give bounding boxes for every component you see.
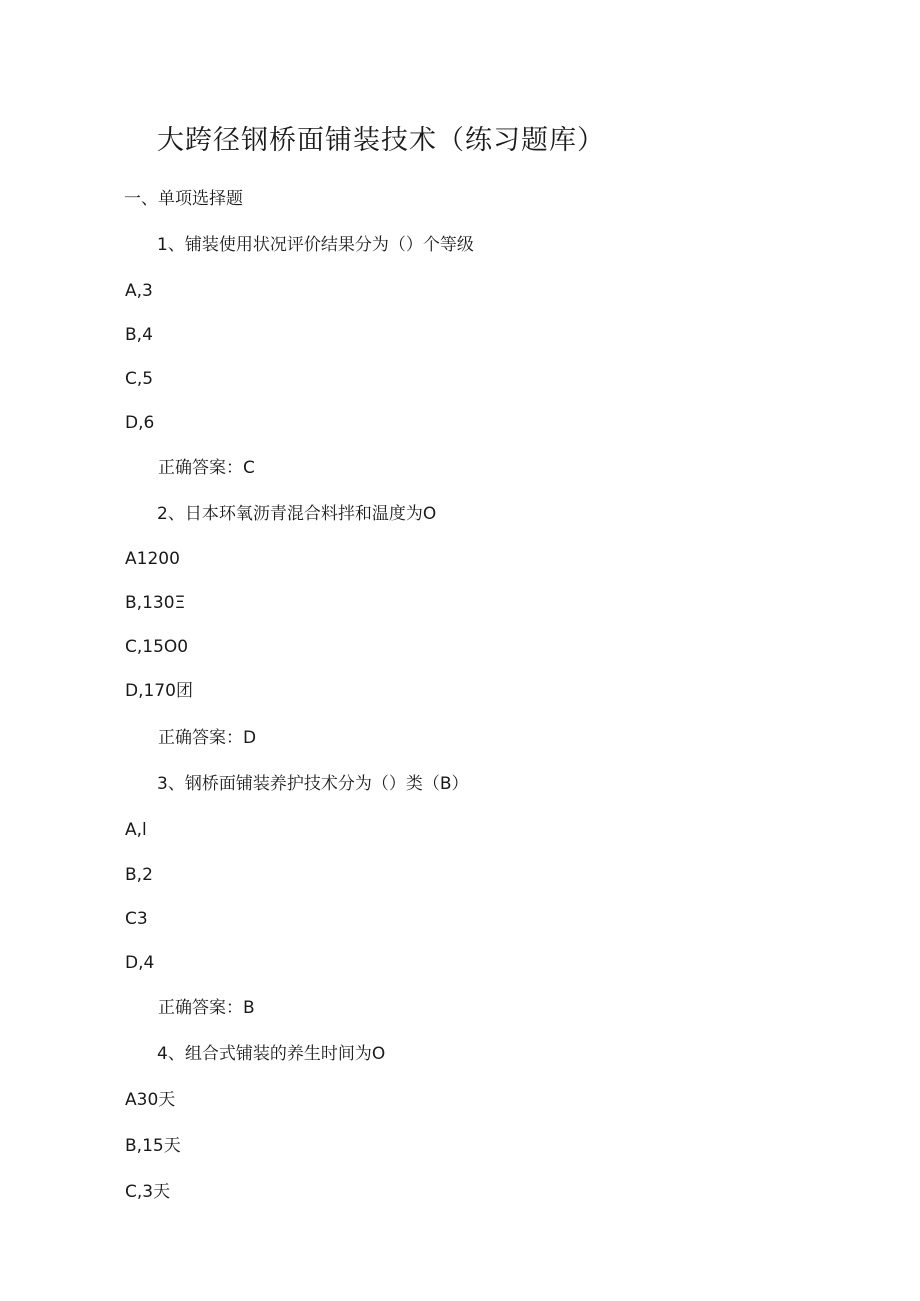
question-1-option-a: A,3 bbox=[125, 281, 153, 301]
question-1-option-c: C,5 bbox=[125, 369, 154, 389]
question-2-option-b: B,130Ξ bbox=[125, 593, 186, 613]
question-2-answer: 正确答案：D bbox=[158, 728, 257, 748]
question-3-answer: 正确答案：B bbox=[158, 998, 255, 1018]
question-1-stem: 1、铺装使用状况评价结果分为（）个等级 bbox=[157, 235, 474, 255]
question-4-stem: 4、组合式铺装的养生时间为O bbox=[157, 1044, 386, 1064]
question-2-option-d: D,170团 bbox=[125, 681, 193, 701]
question-3-option-b: B,2 bbox=[125, 865, 153, 885]
question-3-stem: 3、钢桥面铺装养护技术分为（）类（B） bbox=[157, 774, 469, 794]
section-heading: 一、单项选择题 bbox=[124, 189, 243, 209]
question-3-option-c: C3 bbox=[125, 909, 148, 929]
question-2-stem: 2、日本环氧沥青混合料拌和温度为O bbox=[157, 504, 437, 524]
question-1-option-b: B,4 bbox=[125, 325, 153, 345]
question-2-option-c: C,15O0 bbox=[125, 637, 189, 657]
question-3-option-a: A,l bbox=[125, 820, 147, 840]
question-1-option-d: D,6 bbox=[125, 413, 155, 433]
question-2-option-a: A1200 bbox=[125, 549, 180, 569]
question-1-answer: 正确答案：C bbox=[158, 458, 255, 478]
question-4-option-c: C,3天 bbox=[125, 1182, 171, 1202]
question-3-option-d: D,4 bbox=[125, 953, 155, 973]
question-4-option-b: B,15天 bbox=[125, 1136, 181, 1156]
question-4-option-a: A30天 bbox=[125, 1090, 176, 1110]
document-title: 大跨径钢桥面铺装技术（练习题库） bbox=[157, 125, 605, 156]
